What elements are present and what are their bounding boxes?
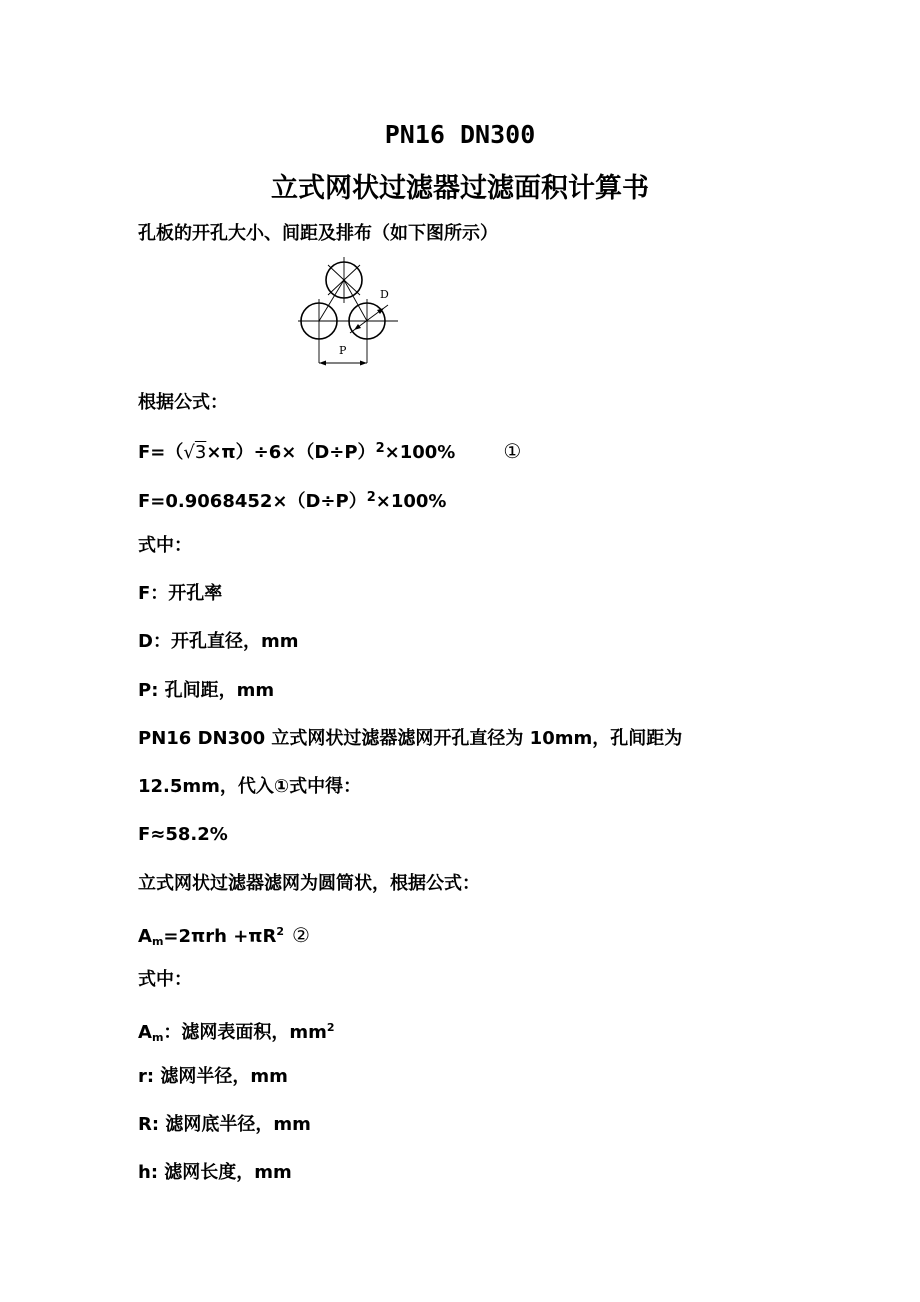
- sqrt-symbol: √: [183, 442, 195, 463]
- definition-p: P: 孔间距，mm: [138, 680, 275, 701]
- hole-layout-diagram: [280, 255, 420, 377]
- where-heading-2: 式中：: [138, 969, 192, 990]
- formula-heading: 根据公式：: [138, 392, 228, 413]
- cylinder-intro: 立式网状过滤器滤网为圆筒状，根据公式：: [138, 873, 480, 894]
- definition-am: $A_m$：滤网表面积，$mm^2$: [138, 1021, 335, 1044]
- diagram-label-p: P: [339, 344, 347, 357]
- statement-line-2: 12.5mm，代入①式中得：: [138, 776, 362, 797]
- formula-1: $F=(√3\times\pi)\div 6\times(D\div P)^2\times 100\%$ ①: [138, 439, 522, 463]
- doc-title-model: PN16 DN300: [384, 120, 536, 149]
- diagram-label-d: D: [380, 288, 389, 301]
- definition-f: F：开孔率: [138, 583, 223, 604]
- result-value: F≈58.2%: [138, 824, 228, 845]
- intro-text: 孔板的开孔大小、间距及排布（如下图所示）: [138, 223, 498, 244]
- definition-d: D：开孔直径，mm: [138, 631, 299, 652]
- formula-2-marker: ②: [292, 923, 310, 947]
- formula-1-simplified: $F=0.9068452\times(D\div P)^2\times 100\%$: [138, 490, 447, 512]
- doc-title-main: 立式网状过滤器过滤面积计算书: [271, 173, 649, 204]
- definition-r: r: 滤网半径，mm: [138, 1066, 288, 1087]
- formula-2: $A_m=2\pi rh +\pi R^2$ ②: [138, 923, 310, 948]
- statement-line-1: PN16 DN300 立式网状过滤器滤网开孔直径为 10mm，孔间距为: [138, 728, 683, 749]
- formula-1-marker: ①: [503, 439, 522, 463]
- definition-h: h: 滤网长度，mm: [138, 1162, 292, 1183]
- definition-big-r: R: 滤网底半径，mm: [138, 1114, 311, 1135]
- where-heading-1: 式中：: [138, 535, 192, 556]
